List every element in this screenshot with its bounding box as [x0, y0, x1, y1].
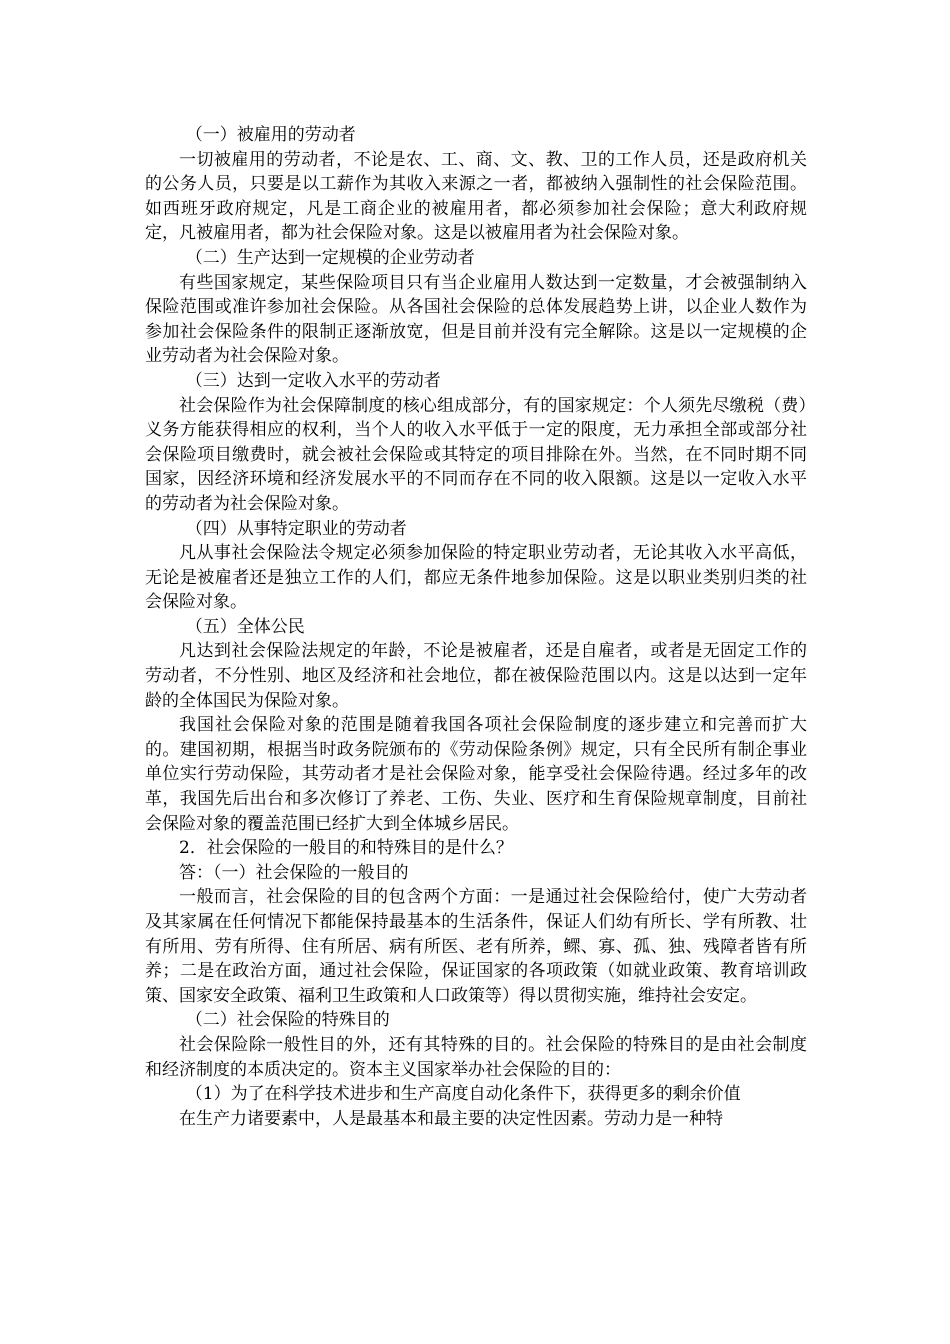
paragraph-specific-occupation: 凡从事社会保险法令规定必须参加保险的特定职业劳动者，无论其收入水平高低，无论是被雇者还是独立工作的人们，都应无条件地参加保险。这是以职业类别归类的社会保险对象。 [145, 543, 807, 613]
paragraph-income-level: 社会保险作为社会保障制度的核心组成部分，有的国家规定：个人须先尽缴税（费）义务方能获得相应的权利，当个人的收入水平低于一定的限度，无力承担全部或部分社会保险项目缴费时，就会被社会保险或其特定的项目排除在外。当然，在不同时期不同国家，因经济环境和经济发展水平的不同而存在不同的收入限额。这是以一定收入水平的劳动者为社会保险对象。 [145, 395, 807, 514]
paragraph-all-citizens: 凡达到社会保险法规定的年龄，不论是被雇者，还是自雇者，或者是无固定工作的劳动者，不分性别、地区及经济和社会地位，都在被保险范围以内。这是以达到一定年龄的全体国民为保险对象。 [145, 641, 807, 711]
answer-heading-general-purpose: 答：（一）社会保险的一般目的 [179, 862, 409, 883]
paragraph-general-purpose: 一般而言，社会保险的目的包含两个方面：一是通过社会保险给付，使广大劳动者及其家属在任何情况下都能保持最基本的生活条件，保证人们幼有所长、学有所教、壮有所用、劳有所得、住有所居、病有所医、老有所养，鳏、寡、孤、独、残障者皆有所养；二是在政治方面，通过社会保险，保证国家的各项政策（如就业政策、教育培训政策、国家安全政策、福利卫生政策和人口政策等）得以贯彻实施，维持社会安定。 [145, 887, 807, 1006]
paragraph-productive-forces: 在生产力诸要素中，人是最基本和最主要的决定性因素。劳动力是一种特 [179, 1108, 723, 1129]
subheading-surplus-value: （1）为了在科学技术进步和生产高度自动化条件下，获得更多的剩余价值 [185, 1084, 741, 1105]
section-heading-employed: （一）被雇用的劳动者 [185, 125, 356, 145]
section-heading-specific-occupation: （四）从事特定职业的劳动者 [185, 518, 407, 539]
section-heading-income-level: （三）达到一定收入水平的劳动者 [185, 370, 441, 391]
paragraph-china-coverage: 我国社会保险对象的范围是随着我国各项社会保险制度的逐步建立和完善而扩大的。建国初期，根据当时政务院颁布的《劳动保险条例》规定，只有全民所有制企事业单位实行劳动保险，其劳动者才是社会保险对象，能享受社会保险待遇。经过多年的改革，我国先后出台和多次修订了养老、工伤、失业、医疗和生育保险规章制度，目前社会保险对象的覆盖范围已经扩大到全体城乡居民。 [145, 715, 807, 834]
paragraph-employed: 一切被雇用的劳动者，不论是农、工、商、文、教、卫的工作人员，还是政府机关的公务人员，只要是以工薪作为其收入来源之一者，都被纳入强制性的社会保险范围。如西班牙政府规定，凡是工商企业的被雇用者，都必须参加社会保险；意大利政府规定，凡被雇用者，都为社会保险对象。这是以被雇用者为社会保险对象。 [145, 149, 807, 244]
section-heading-special-purpose: （二）社会保险的特殊目的 [185, 1010, 390, 1031]
section-heading-enterprise-scale: （二）生产达到一定规模的企业劳动者 [185, 247, 475, 268]
paragraph-special-purpose: 社会保险除一般性目的外，还有其特殊的目的。社会保险的特殊目的是由社会制度和经济制度的本质决定的。资本主义国家举办社会保险的目的： [145, 1034, 807, 1080]
question-2: 2．社会保险的一般目的和特殊目的是什么？ [179, 838, 513, 859]
document-body [145, 123, 807, 1131]
paragraph-enterprise-scale: 有些国家规定，某些保险项目只有当企业雇用人数达到一定数量，才会被强制纳入保险范围或准许参加社会保险。从各国社会保险的总体发展趋势上讲，以企业人数作为参加社会保险条件的限制正逐渐放宽，但是目前并没有完全解除。这是以一定规模的企业劳动者为社会保险对象。 [145, 272, 807, 367]
section-heading-all-citizens: （五）全体公民 [185, 616, 305, 637]
